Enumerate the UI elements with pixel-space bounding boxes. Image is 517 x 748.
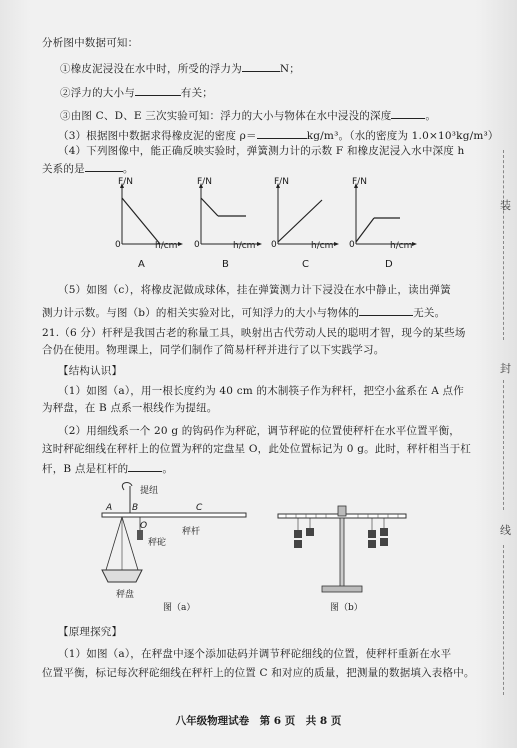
text-line: （2）用细线系一个 20 g 的钩码作为秤砣，调节秤砣的位置使秤杆在水平位置平衡， <box>58 425 460 437</box>
graph-ylabel: F/N <box>118 177 133 187</box>
question-item: 杆，B 点是杠杆的 。 <box>42 460 173 476</box>
margin-mark: 装 <box>500 199 511 212</box>
graph-B <box>199 183 262 246</box>
binding-dashed-line <box>503 545 505 695</box>
label-beam: 秤杆 <box>182 527 201 537</box>
text-line: （1）如图（a），用一根长度约为 40 cm 的木制筷子作为秤杆，把空小盆系在 A 点作 <box>58 385 464 397</box>
graph-ylabel: F/N <box>352 177 367 187</box>
graph-D <box>354 183 417 246</box>
graph-origin: 0 <box>349 240 355 250</box>
graph-xlabel: h/cm <box>233 241 256 251</box>
graph-options <box>100 176 420 276</box>
answer-blank[interactable] <box>242 60 280 72</box>
answer-blank[interactable] <box>359 304 413 316</box>
question-item: （3）根据图中数据求得橡皮泥的密度 ρ＝ kg/m³。（水的密度为 1.0×10³kg/m³） <box>58 127 499 143</box>
graph-ylabel: F/N <box>274 177 289 187</box>
text-line: 21.（6 分）杆秤是我国古老的称量工具，映射出古代劳动人民的聪明才智，现今的某些场 <box>42 327 466 339</box>
graph-origin: 0 <box>271 240 277 250</box>
text-line: 为秤盘，在 B 点系一根线作为提纽。 <box>42 402 218 414</box>
text-line: 合仍在使用。物理课上，同学们制作了简易杆秤并进行了以下实践学习。 <box>42 344 385 356</box>
text-line: 这时秤砣细线在秤杆上的位置为秤的定盘星 O，此处位置标记为 0 g。此时，秤杆相当于杠 <box>42 443 472 455</box>
point-label: A <box>106 503 113 513</box>
question-item: 关系的是 。 <box>42 160 134 176</box>
graph-origin: 0 <box>194 240 200 250</box>
graph-xlabel: h/cm <box>311 241 334 251</box>
graph-option-label: B <box>222 259 229 270</box>
figure-b-caption: 图（b） <box>330 603 363 613</box>
graph-C <box>276 183 339 246</box>
label-knob: 提纽 <box>140 486 159 496</box>
margin-mark: 封 <box>500 362 511 375</box>
question-item: ②浮力的大小与 有关； <box>60 84 213 100</box>
figure-a-steelyard <box>100 478 250 596</box>
question-item: ①橡皮泥浸没在水中时，所受的浮力为 N； <box>60 60 300 76</box>
question-item: ③由图 C、D、E 三次实验可知：浮力的大小与物体在水中浸没的深度 。 <box>60 107 436 123</box>
graph-option-label: A <box>138 259 145 270</box>
graph-option-label: D <box>385 259 393 270</box>
margin-mark: 线 <box>500 524 511 537</box>
graph-ylabel: F/N <box>197 177 212 187</box>
answer-blank[interactable] <box>128 460 162 472</box>
figure-a-caption: 图（a） <box>163 603 196 613</box>
label-weight: 秤砣 <box>148 538 167 548</box>
text-line: 分析图中数据可知： <box>42 37 139 49</box>
point-label: B <box>132 503 139 513</box>
figure-b-balance <box>272 500 412 600</box>
text-line: （5）如图（c），将橡皮泥做成球体，挂在弹簧测力计下浸没在水中静止，读出弹簧 <box>58 284 451 296</box>
binding-dashed-line <box>503 150 505 340</box>
point-label: C <box>196 503 203 513</box>
text-line: （4）下列图像中，能正确反映实验时，弹簧测力计的示数 F 和橡皮泥浸入水中深度 h <box>58 145 465 157</box>
section-heading: 【结构认识】 <box>58 365 123 377</box>
section-heading: 【原理探究】 <box>58 626 123 638</box>
answer-blank[interactable] <box>391 107 425 119</box>
text-line: 位置平衡，标记每次秤砣细线在秤杆上的位置 C 和对应的质量，把测量的数据填入表格中。 <box>42 667 475 679</box>
question-item: 测力计示数。与图（b）的相关实验对比，可知浮力的大小与物体的 无关。 <box>42 304 445 320</box>
answer-blank[interactable] <box>85 160 123 172</box>
page-footer: 八年级物理试卷 第 6 页 共 8 页 <box>175 715 342 727</box>
graph-xlabel: h/cm <box>155 241 178 251</box>
graph-A <box>120 183 183 246</box>
text-line: （1）如图（a），在秤盘中逐个添加砝码并调节秤砣细线的位置，使秤杆重新在水平 <box>58 648 452 660</box>
graph-xlabel: h/cm <box>390 241 413 251</box>
label-pan: 秤盘 <box>116 590 135 600</box>
point-label: O <box>140 521 148 531</box>
graph-option-label: C <box>302 259 309 270</box>
binding-dashed-line <box>503 380 505 510</box>
graph-origin: 0 <box>115 240 121 250</box>
answer-blank[interactable] <box>257 127 307 139</box>
answer-blank[interactable] <box>135 84 181 96</box>
